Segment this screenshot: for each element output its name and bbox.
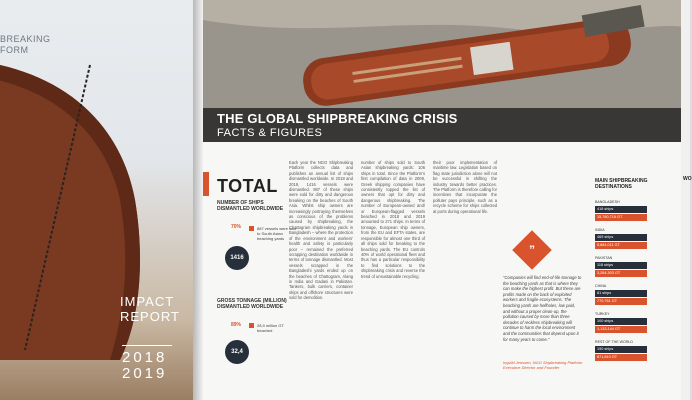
tonnage-circle: 32,4 xyxy=(225,340,249,364)
tonnage-note: 28,9 million GT beached xyxy=(257,323,284,333)
cover-year-1: 2018 xyxy=(122,349,168,366)
destination-tonnage: 1,133,144 GT xyxy=(595,326,647,333)
quote-icon xyxy=(512,230,552,270)
destination-tonnage: 15,780,716 GT xyxy=(595,214,647,221)
next-page-edge xyxy=(681,0,690,400)
tonnage-chip xyxy=(249,323,254,328)
destination-tonnage: 5,884,011 GT xyxy=(595,242,647,249)
quote-author: Ingvild Jenssen, NGO Shipbreaking Platform Executive Director and Founder xyxy=(503,360,583,370)
ships-percent: 70% xyxy=(231,224,242,230)
destination-ships: 418 ships xyxy=(595,206,647,213)
destination-country: REST OF THE WORLD xyxy=(595,340,634,344)
page-subtitle: FACTS & FIGURES xyxy=(217,127,323,139)
accent-bar xyxy=(203,172,209,196)
cover-impact-report: IMPACT REPORT xyxy=(120,294,180,324)
destination-ships: 81 ships xyxy=(595,290,647,297)
body-column-3: their poor implementation of maritime law. Legislation based on flag state jurisdiction alone will not be successful in shifting the industry towards better practices. The Platform is therefore calling for incentives that incorporate the polluter pays principle, such as a recycle scheme for ships collected at ports during operational life. xyxy=(433,160,497,214)
pull-quote: "Companies will find end-of-life tonnage to the beaching yards as that is where they can make the highest profit. But these are profits made on the back of exploited workers and fragile ecosystems. The beaching yards are hellholes, low paid, and without a proper clean-up, the pollution caused by more than three decades of reckless shipbreaking will continue to harm the local environment and the communities that depend upon it for many years to come." xyxy=(503,275,582,342)
quote-glyph: ” xyxy=(529,243,535,257)
destination-tonnage: 770,761 GT xyxy=(595,298,647,305)
destination-ships: 469 ships xyxy=(595,234,647,241)
cover-year-2: 2019 xyxy=(122,365,168,382)
book-spine xyxy=(193,0,203,400)
body-column-1: Each year the NGO Shipbreaking Platform collects data and publishes an annual list of ships dismantled worldwide. In 2018 and 2019, 1416 vessels were dismantled. 987 of these ships were sold for dirty and dangerous breaking on the beaches of South Asia. Whilst ship owners are increasingly portraying themselves as conscious of the problems caused by shipbreaking, the Chattogram shipbreaking yards in Bangladesh – where the protection of the environment and workers' health and safety is particularly poor – remained the preferred scrapping destination worldwide in terms of tonnage dismantled. Most vessels scrapped in the Bangladeshi yards ended up on the beaches of Chattogram, Alang in India and Gadani in Pakistan. Tankers, bulk carriers, container ships and offshore structures were sold for demolition. xyxy=(289,160,353,301)
body-column-2: number of ships sold to South Asian shipbreaking yards: 106 ships in total. Since the Platform's first compilation of data in 2009, Greek shipping companies have consistently topped the list of owners that opt for dirty and dangerous shipbreaking. The number of European-owned and/ or European-flagged vessels beached in 2018 and 2019 amounted to 271 ships. In terms of tonnage, European ship owners, from the EU and EFTA states, are responsible for almost one third of all ships sold for breaking to the beaching yards. The EU controls 40% of world operational fleet and thus has a particular responsibility to find solutions to the shipbreaking crisis and reverse the trend of unsustainable recycling. xyxy=(361,160,425,279)
ships-note: 887 vessels were sold to South Asian beaching yards xyxy=(257,226,297,241)
destination-country: TURKEY xyxy=(595,312,610,316)
ships-chip xyxy=(249,226,254,231)
destination-ships: 118 ships xyxy=(595,262,647,269)
destination-tonnage: 871,810 GT xyxy=(595,354,647,361)
ships-count-circle: 1416 xyxy=(225,246,249,270)
destinations-title: MAIN SHIPBREAKING DESTINATIONS xyxy=(595,178,648,190)
destination-country: PAKISTAN xyxy=(595,256,613,260)
destination-country: BANGLADESH xyxy=(595,200,620,204)
cover-rule xyxy=(122,345,172,346)
report-cover xyxy=(0,0,193,400)
total-heading: TOTAL xyxy=(217,176,278,196)
destination-country: CHINA xyxy=(595,284,607,288)
tonnage-label: GROSS TONNAGE (MILLION) DISMANTLED WORLDWIDE xyxy=(217,298,287,310)
facts-spread xyxy=(203,0,690,400)
destination-tonnage: 3,264,303 GT xyxy=(595,270,647,277)
destination-ships: 100 ships xyxy=(595,318,647,325)
destination-ships: 190 ships xyxy=(595,346,647,353)
next-page-heading: WO xyxy=(683,176,692,182)
page-title: THE GLOBAL SHIPBREAKING CRISIS xyxy=(217,111,458,126)
ships-dismantled-label: NUMBER OF SHIPS DISMANTLED WORLDWIDE xyxy=(217,200,284,212)
cover-title-fragment: BREAKING FORM xyxy=(0,34,51,55)
tonnage-percent: 89% xyxy=(231,322,242,328)
destination-country: INDIA xyxy=(595,228,605,232)
cover-years xyxy=(122,350,167,382)
